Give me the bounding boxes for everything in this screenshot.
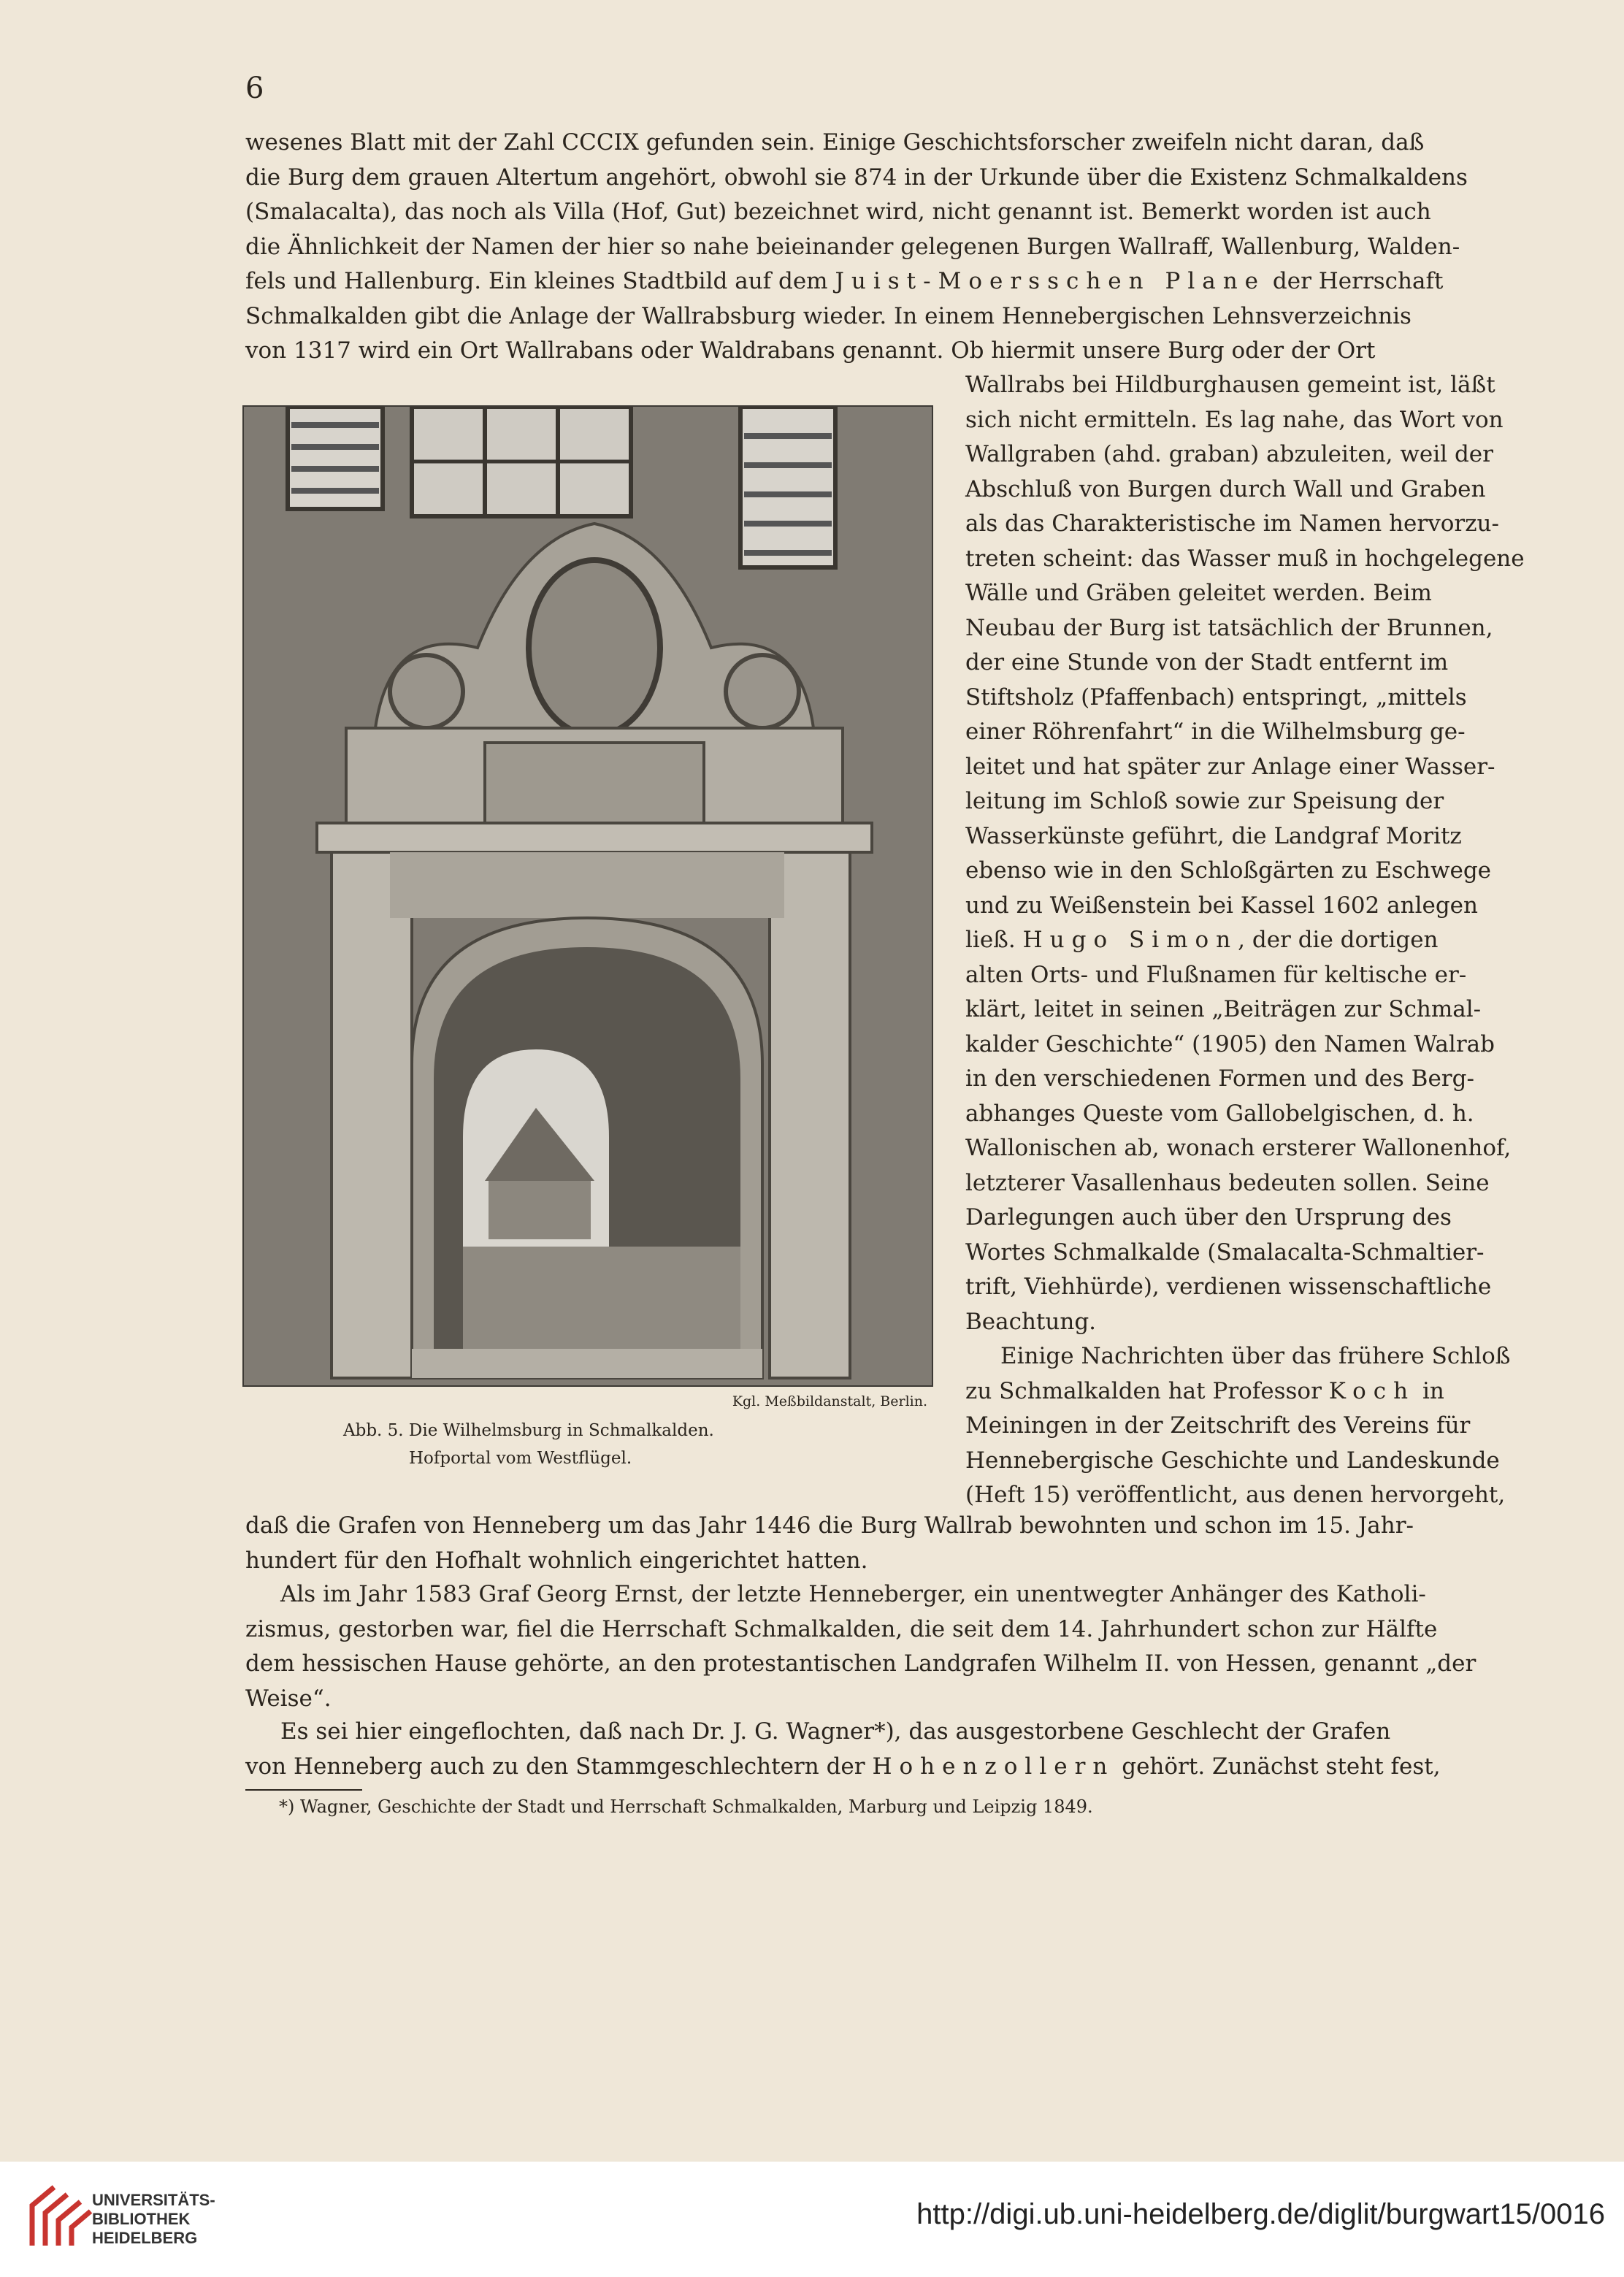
text-fragment: der Herrschaft (1265, 268, 1444, 294)
text-line: klärt, leitet in seinen „Beiträgen zur Schmal- (965, 996, 1482, 1022)
emphasized-name: Hugo Simon (1022, 927, 1238, 953)
text-line: einer Röhrenfahrt“ in die Wilhelmsburg ge- (965, 719, 1466, 745)
library-name-line: UNIVERSITÄTS- (92, 2191, 215, 2209)
text-line: Wasserkünste geführt, die Landgraf Moritz (965, 822, 1462, 849)
text-line: Hennebergische Geschichte und Landeskunde (965, 1447, 1500, 1474)
text-fragment: fels und Hallenburg. Ein kleines Stadtbild auf dem (245, 268, 835, 294)
text-line (245, 264, 1536, 299)
photo-credit: Kgl. Meßbildanstalt, Berlin. (732, 1393, 927, 1409)
text-fragment: zu Schmalkalden hat Professor (965, 1377, 1329, 1404)
text-line: der eine Stunde von der Stadt entfernt im (965, 649, 1449, 676)
library-name-line: BIBLIOTHEK (92, 2210, 191, 2228)
paragraph-intro (245, 126, 1536, 369)
text-line: hundert für den Hofhalt wohnlich eingerichtet hatten. (245, 1547, 868, 1574)
page-number: 6 (245, 72, 264, 105)
text-line: Wallgraben (ahd. graban) abzuleiten, weil der (965, 441, 1493, 467)
text-line: als das Charakteristische im Namen hervorzu- (965, 510, 1499, 537)
text-line: Abschluß von Burgen durch Wall und Graben (965, 475, 1486, 502)
source-url-link[interactable]: http://digi.ub.uni-heidelberg.de/diglit/burgwart15/0016 (916, 2198, 1605, 2230)
library-logo-icon (18, 2176, 98, 2257)
paragraph-georg-ernst (245, 1577, 1536, 1716)
text-line: trift, Viehhürde), verdienen wissenschaftliche (965, 1274, 1492, 1300)
text-line: Beachtung. (965, 1308, 1097, 1335)
text-line: Stiftsholz (Pfaffenbach) entspringt, „mittels (965, 684, 1467, 711)
text-fragment: in (1415, 1377, 1444, 1404)
text-line: Meiningen in der Zeitschrift des Vereins für (965, 1412, 1471, 1439)
text-fragment: von Henneberg auch zu den Stammgeschlechtern der (245, 1753, 873, 1780)
text-line: letzterer Vasallenhaus bedeuten sollen. Seine (965, 1169, 1490, 1196)
right-column-text (965, 368, 1536, 1513)
text-line: alten Orts- und Flußnamen für keltische er- (965, 961, 1467, 988)
footnote: *) Wagner, Geschichte der Stadt und Herrschaft Schmalkalden, Marburg und Leipzig 1849. (279, 1796, 1093, 1817)
figure-caption-subtitle: Hofportal vom Westflügel. (409, 1449, 632, 1468)
text-line: dem hessischen Hause gehörte, an den protestantischen Landgrafen Wilhelm II. von Hessen, genannt „der (245, 1650, 1476, 1677)
portal-illustration (244, 407, 932, 1385)
text-line: Wälle und Gräben geleitet werden. Beim (965, 580, 1432, 606)
text-line (965, 923, 1536, 958)
figure-caption: Abb. 5. Die Wilhelmsburg in Schmalkalden. (343, 1421, 714, 1440)
text-line: die Ähnlichkeit der Namen der hier so nahe beieinander gelegenen Burgen Wallraff, Wallenburg, Walden- (245, 233, 1460, 260)
text-line: kalder Geschichte“ (1905) den Namen Walrab (965, 1030, 1495, 1057)
footnote-divider (245, 1789, 362, 1791)
text-line (965, 1374, 1536, 1409)
text-fragment: ließ. (965, 927, 1023, 953)
text-line: Wallonischen ab, wonach ersterer Wallonenhof, (965, 1135, 1512, 1161)
text-line: in den verschiedenen Formen und des Berg- (965, 1065, 1474, 1092)
text-line: von 1317 wird ein Ort Wallrabans oder Waldrabans genannt. Ob hiermit unsere Burg oder der Ort (245, 337, 1376, 364)
text-fragment: , der die dortigen (1238, 927, 1439, 953)
text-line: treten scheint: das Wasser muß in hochgelegene (965, 545, 1525, 572)
text-line: sich nicht ermitteln. Es lag nahe, das Wort von (965, 406, 1504, 433)
portal-photograph (242, 405, 933, 1387)
text-line: Wallrabs bei Hildburghausen gemeint ist, läßt (965, 372, 1495, 398)
paragraph-hohenzollern (245, 1715, 1536, 1784)
text-line: daß die Grafen von Henneberg um das Jahr 1446 die Burg Wallrab bewohnten und schon im 15. Jahr- (245, 1512, 1414, 1539)
text-line (245, 1750, 1536, 1785)
text-line: Neubau der Burg ist tatsächlich der Brunnen, (965, 614, 1493, 641)
text-line: Schmalkalden gibt die Anlage der Wallrabsburg wieder. In einem Hennebergischen Lehnsverzeichnis (245, 302, 1412, 329)
emphasized-name: Hohenzollern (872, 1753, 1115, 1780)
paragraph-henneberg (245, 1509, 1536, 1578)
text-line: zismus, gestorben war, fiel die Herrschaft Schmalkalden, die seit dem 14. Jahrhundert schon zur Hälfte (245, 1615, 1438, 1642)
text-line: Wortes Schmalkalde (Smalacalta-Schmaltier- (965, 1239, 1485, 1266)
emphasized-name: Juist-Moersschen Plane (835, 268, 1266, 294)
text-line: und zu Weißenstein bei Kassel 1602 anlegen (965, 892, 1478, 919)
text-line: leitung im Schloß sowie zur Speisung der (965, 788, 1444, 814)
text-line: Weise“. (245, 1685, 332, 1712)
text-line: leitet und hat später zur Anlage einer Wasser- (965, 753, 1495, 780)
text-line: abhanges Queste vom Gallobelgischen, d. h. (965, 1100, 1474, 1127)
library-name-line: HEIDELBERG (92, 2229, 198, 2247)
text-line: Einige Nachrichten über das frühere Schloß (1000, 1343, 1511, 1369)
text-line: ebenso wie in den Schloßgärten zu Eschwege (965, 857, 1492, 884)
library-name (92, 2191, 215, 2248)
text-line: wesenes Blatt mit der Zahl CCCIX gefunden sein. Einige Geschichtsforscher zweifeln nicht daran, daß (245, 129, 1425, 156)
emphasized-name: Koch (1328, 1377, 1416, 1404)
text-line: Es sei hier eingeflochten, daß nach Dr. J. G. Wagner*), das ausgestorbene Geschlecht der Grafen (280, 1718, 1391, 1745)
text-line: Als im Jahr 1583 Graf Georg Ernst, der letzte Henneberger, ein unentwegter Anhänger des Katholi- (280, 1581, 1426, 1607)
text-fragment: gehört. Zunächst steht fest, (1114, 1753, 1441, 1780)
text-line: (Smalacalta), das noch als Villa (Hof, Gut) bezeichnet wird, nicht genannt ist. Bemerkt worden ist auch (245, 199, 1431, 225)
text-line: Darlegungen auch über den Ursprung des (965, 1204, 1452, 1231)
text-line: die Burg dem grauen Altertum angehört, obwohl sie 874 in der Urkunde über die Existenz Schmalkaldens (245, 164, 1468, 191)
library-footer (0, 2162, 1624, 2277)
text-line: (Heft 15) veröffentlicht, aus denen hervorgeht, (965, 1482, 1506, 1508)
